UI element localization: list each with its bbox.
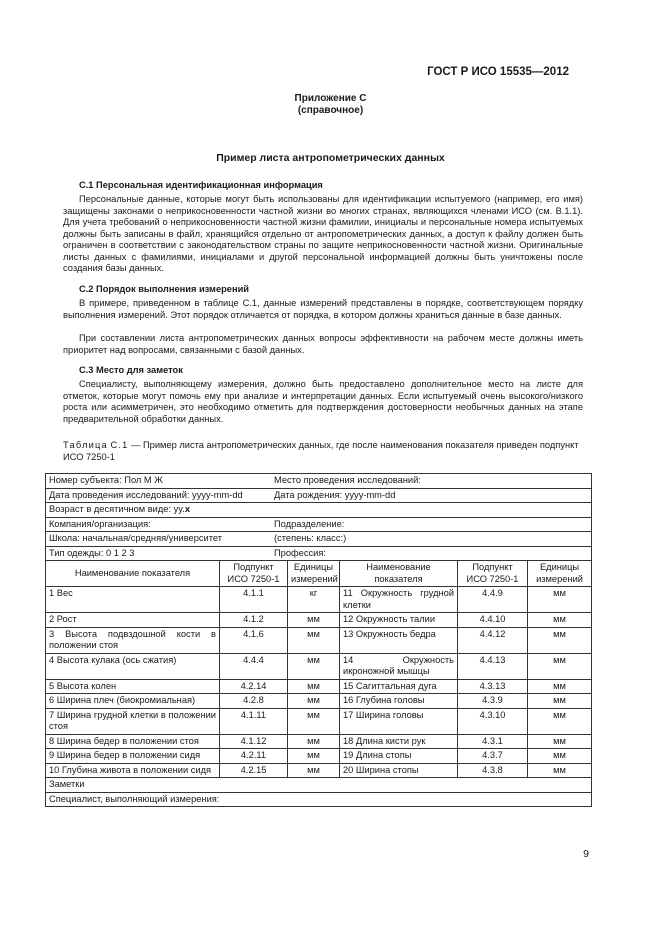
measure-subclause-left: 4.4.4 xyxy=(220,653,288,679)
column-header-subclause-2: Подпункт ИСО 7250-1 xyxy=(458,561,528,587)
measure-unit-right: мм xyxy=(528,749,592,764)
document-title: Пример листа антропометрических данных xyxy=(216,152,445,164)
measure-unit-right: мм xyxy=(528,613,592,628)
age-suffix: x xyxy=(184,504,190,514)
info-row xyxy=(46,546,592,561)
measure-unit-right: мм xyxy=(528,694,592,709)
measure-name-left: 9 Ширина бедер в положении сидя xyxy=(46,749,220,764)
measure-subclause-left: 4.2.15 xyxy=(220,763,288,778)
table-row xyxy=(46,627,592,653)
measure-subclause-right: 4.3.9 xyxy=(458,694,528,709)
table-row xyxy=(46,734,592,749)
measure-subclause-right: 4.3.8 xyxy=(458,763,528,778)
clothing-label: Тип одежды: 0 1 2 3 xyxy=(49,547,135,558)
table-row xyxy=(46,587,592,613)
measure-subclause-right: 4.4.9 xyxy=(458,587,528,613)
section-c2-paragraph-2: При составлении листа антропометрических данных вопросы эффективности на рабочем месте должны иметь приоритет над вопросами, связанными с базой данных. xyxy=(63,333,583,355)
measure-unit-left: мм xyxy=(288,763,340,778)
measure-unit-left: мм xyxy=(288,694,340,709)
measure-name-right: 18 Длина кисти рук xyxy=(340,734,458,749)
page-number: 9 xyxy=(583,848,589,860)
measure-name-right: 16 Глубина головы xyxy=(340,694,458,709)
measure-unit-left: мм xyxy=(288,627,340,653)
table-row xyxy=(46,694,592,709)
measure-unit-right: мм xyxy=(528,763,592,778)
measure-name-right: 11 Окружность грудной клетки xyxy=(340,587,458,613)
subject-number-cell xyxy=(46,474,592,489)
measure-subclause-left: 4.1.6 xyxy=(220,627,288,653)
measure-name-left: 3 Высота подвздошной кости в положении стоя xyxy=(46,627,220,653)
table-row xyxy=(46,763,592,778)
measure-subclause-right: 4.4.10 xyxy=(458,613,528,628)
section-c2-paragraph-1: В примере, приведенном в таблице С.1, данные измерений представлены в порядке, соответствующем порядку выполнения измерений. Этот порядок отличается от порядка, в котором должны храниться данные в базе данных. xyxy=(63,298,583,320)
measure-name-left: 1 Вес xyxy=(46,587,220,613)
age-label: Возраст в десятичном виде: yy. xyxy=(49,504,185,514)
column-header-subclause: Подпункт ИСО 7250-1 xyxy=(220,561,288,587)
measure-name-left: 4 Высота кулака (ось сжатия) xyxy=(46,653,220,679)
column-header-row xyxy=(46,561,592,587)
standard-id: ГОСТ Р ИСО 15535—2012 xyxy=(427,66,569,78)
section-c3-heading: С.3 Место для заметок xyxy=(79,365,183,375)
section-c1-heading: С.1 Персональная идентификационная информация xyxy=(79,180,323,190)
research-date: Дата проведения исследований: yyyy-mm-dd xyxy=(49,489,243,500)
company-row-cell xyxy=(46,517,592,532)
measure-unit-right: мм xyxy=(528,587,592,613)
measure-name-right: 17 Ширина головы xyxy=(340,708,458,734)
measure-subclause-right: 4.3.10 xyxy=(458,708,528,734)
table-caption xyxy=(63,440,583,463)
annex-subtitle: (справочное) xyxy=(297,105,364,116)
annex-title: Приложение С xyxy=(294,93,367,104)
measurement-rows xyxy=(46,587,592,778)
section-c3-paragraph: Специалисту, выполняющему измерения, должно быть предоставлено дополнительное место на листе для отметок, которые могут помочь ему при анализе и интерпретации данных. Если испытуемый очень высокого/низкого роста или асимметричен, это необходимо отметить для подтверждения достоверности необычных данных на этапе предварительной обработки данных. xyxy=(63,379,583,424)
measure-subclause-left: 4.1.1 xyxy=(220,587,288,613)
place-label: Место проведения исследований: xyxy=(274,475,421,485)
measure-unit-left: мм xyxy=(288,613,340,628)
measure-subclause-left: 4.2.14 xyxy=(220,679,288,694)
measure-name-left: 6 Ширина плеч (биокромиальная) xyxy=(46,694,220,709)
measure-unit-right: мм xyxy=(528,627,592,653)
measure-subclause-right: 4.3.1 xyxy=(458,734,528,749)
date-row-cell xyxy=(46,488,592,503)
measure-unit-left: мм xyxy=(288,708,340,734)
measure-unit-right: мм xyxy=(528,708,592,734)
measure-subclause-left: 4.2.11 xyxy=(220,749,288,764)
info-row xyxy=(46,517,592,532)
measure-name-right: 14 Окружность икроножной мышцы xyxy=(340,653,458,679)
company-label: Компания/организация: xyxy=(49,518,151,529)
measure-unit-left: мм xyxy=(288,749,340,764)
column-header-unit-2: Единицы измерений xyxy=(528,561,592,587)
table-row xyxy=(46,679,592,694)
subject-number-label: Номер субъекта: Пол М Ж xyxy=(49,475,163,485)
measure-name-right: 19 Длина стопы xyxy=(340,749,458,764)
measure-unit-left: кг xyxy=(288,587,340,613)
info-row xyxy=(46,532,592,547)
division-label: Подразделение: xyxy=(274,518,345,529)
table-caption-number: С.1 xyxy=(110,440,129,450)
measure-name-left: 5 Высота колен xyxy=(46,679,220,694)
measure-unit-right: мм xyxy=(528,653,592,679)
measure-subclause-left: 4.1.11 xyxy=(220,708,288,734)
table-caption-text: — Пример листа антропометрических данных, где после наименования показателя приведен подпункт ИСО 7250-1 xyxy=(63,440,579,462)
measure-subclause-right: 4.4.12 xyxy=(458,627,528,653)
table-row xyxy=(46,749,592,764)
anthropometric-data-table xyxy=(45,473,592,807)
school-label: Школа: начальная/средняя/университет xyxy=(49,533,222,543)
measure-name-right: 12 Окружность талии xyxy=(340,613,458,628)
measure-subclause-right: 4.4.13 xyxy=(458,653,528,679)
measure-subclause-right: 4.3.7 xyxy=(458,749,528,764)
specialist-cell: Специалист, выполняющий измерения: xyxy=(46,792,592,807)
measure-unit-right: мм xyxy=(528,734,592,749)
measure-name-right: 15 Сагиттальная дуга xyxy=(340,679,458,694)
measure-name-left: 8 Ширина бедер в положении стоя xyxy=(46,734,220,749)
column-header-name: Наименование показателя xyxy=(46,561,220,587)
grade-label: (степень: класс:) xyxy=(274,533,347,543)
info-row xyxy=(46,474,592,489)
measure-name-right: 13 Окружность бедра xyxy=(340,627,458,653)
measure-unit-left: мм xyxy=(288,734,340,749)
annex-heading xyxy=(0,93,661,117)
table-row xyxy=(46,708,592,734)
measure-subclause-left: 4.1.12 xyxy=(220,734,288,749)
age-cell xyxy=(46,503,592,518)
measure-name-right: 20 Ширина стопы xyxy=(340,763,458,778)
column-header-unit: Единицы измерений xyxy=(288,561,340,587)
measure-name-left: 2 Рост xyxy=(46,613,220,628)
info-row xyxy=(46,503,592,518)
measure-name-left: 7 Ширина грудной клетки в положении стоя xyxy=(46,708,220,734)
profession-label: Профессия: xyxy=(274,547,326,558)
specialist-row xyxy=(46,792,592,807)
notes-cell: Заметки xyxy=(46,778,592,793)
birth-date: Дата рождения: yyyy-mm-dd xyxy=(274,489,396,500)
school-row-cell xyxy=(46,532,592,547)
measure-subclause-right: 4.3.13 xyxy=(458,679,528,694)
measure-unit-right: мм xyxy=(528,679,592,694)
measure-unit-left: мм xyxy=(288,653,340,679)
info-row xyxy=(46,488,592,503)
section-c1-paragraph: Персональные данные, которые могут быть использованы для идентификации испытуемого (например, его имя) защищены законами о неприкосновенности частной жизни во многих странах, являющихся членами ИСО (см. В.1.1). Для учета требований о неприкосновенности частной жизни фамилии, инициалы и персональные номера испытуемых должны быть записаны в файл, хранящийся отдельно от антропометрических данных, а доступ к файлу должен быть ограничен в соответствии с законодательством страны по защите неприкосновенности частной жизни. Оригинальные листы данных с фамилиями, инициалами и другой персональной информацией должны быть уничтожены после создания базы данных. xyxy=(63,194,583,273)
table-caption-label: Таблица xyxy=(63,440,108,450)
notes-row xyxy=(46,778,592,793)
section-c2-heading: С.2 Порядок выполнения измерений xyxy=(79,284,250,294)
measure-unit-left: мм xyxy=(288,679,340,694)
table-row xyxy=(46,613,592,628)
clothing-row-cell xyxy=(46,546,592,561)
measure-name-left: 10 Глубина живота в положении сидя xyxy=(46,763,220,778)
measure-subclause-left: 4.2.8 xyxy=(220,694,288,709)
column-header-name-2: Наименование показателя xyxy=(340,561,458,587)
table-row xyxy=(46,653,592,679)
measure-subclause-left: 4.1.2 xyxy=(220,613,288,628)
